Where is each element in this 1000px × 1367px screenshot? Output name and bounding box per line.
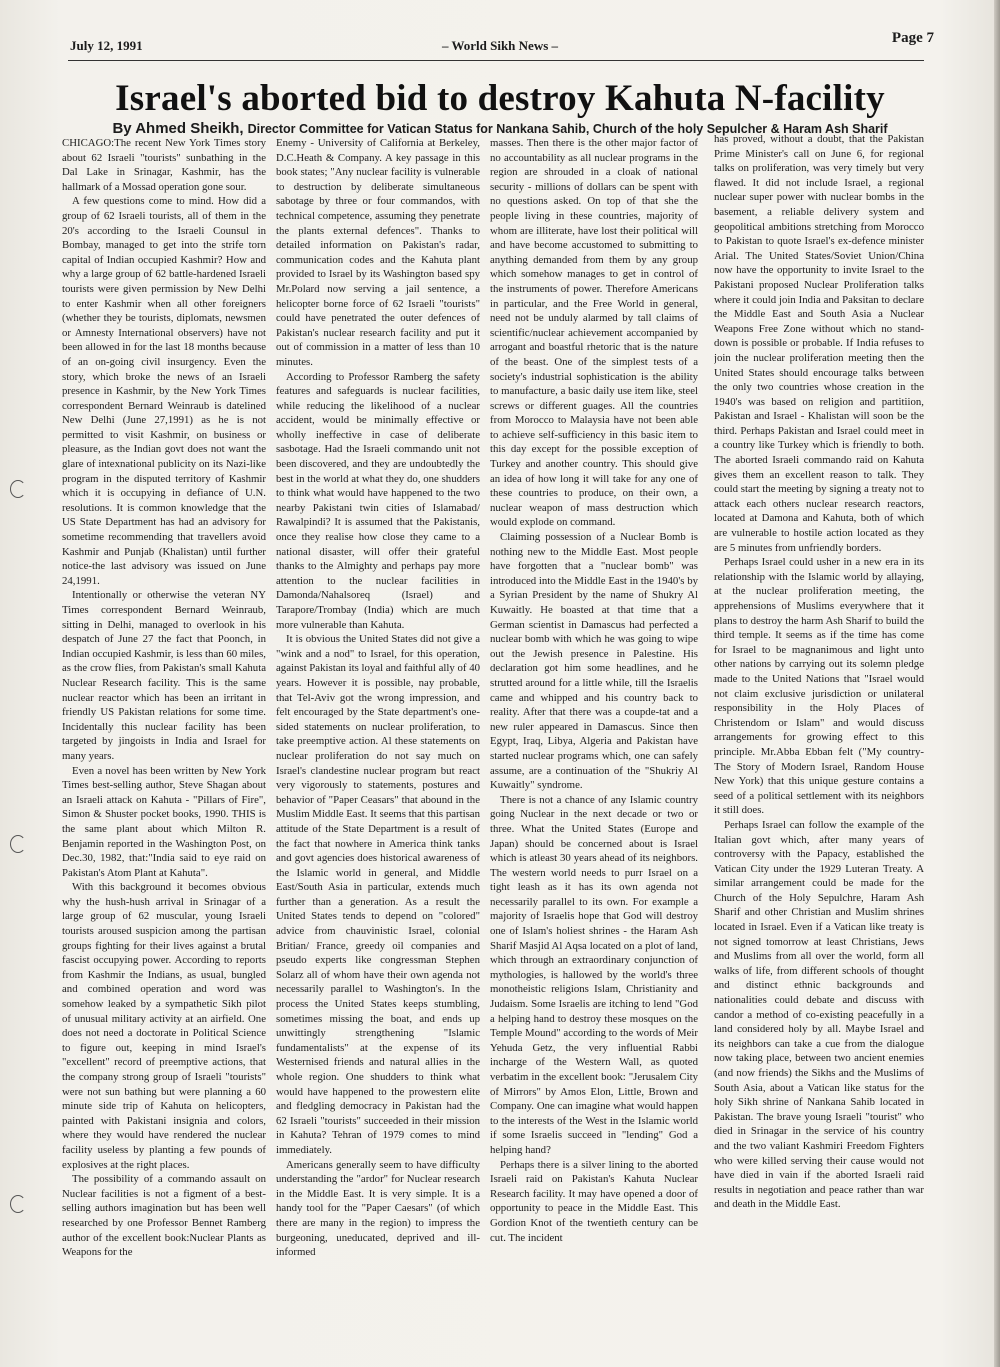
paragraph: A few questions come to mind. How did a group of 62 Israeli tourists, all of them in the 20's according to the Israeli Counsul in Bombay, managed to get into the strife torn capital of Indian occupied Kashmir? How and why a large group of 62 battle-hardened Israeli tourists were given permission by New Delhi to enter Kashmir when all other foreigners (whether they be tourists, diplomats, newsmen or Amnesty International observers) have not been allowed in for the last 18 months because of an on-going civil insurgency. Even the story, which broke the news of an Israeli presence in Kashmir, by the New York Times correspondent Bernard Weinraub is datelined New Delhi (June 27,1991) as he is not permitted to visit Kashmir, on business or pleasure, as the Indian govt does not want the glare of intexnational publicity on its Nazi-like program in the disputed territory of Kashmir which it is occupying in defiance of U.N. resolutions. It is common knowledge that the US State Department has had an advisory for sometime recommending that travellers avoid Kashmir and Punjab (Khalistan) until further notice-the last advisory was issued on June 24,1991. xyxy=(62,195,266,587)
byline-title: Director Committee for Vatican Status for Nankana Sahib, Church of the holy Sepulcher & Haram Ash Sharif xyxy=(247,122,888,136)
page-number: Page 7 xyxy=(891,30,934,46)
paragraph: masses. Then there is the other major factor of no accountability as all nuclear programs in the region are shrouded in a cloak of national security - millions of dollars can be spent with no questions asked. On top of that she the people living in these countries, majority of whom are illiterate, have lost their political will and have become accustomed to submitting to anything demanded from them by any group which somehow manages to get in control of the instruments of power. Therefore Americans in particular, and the Free World in general, need not be unduly alarmed by tall claims of scientific/nuclear achievement accompanied by arrogant and boastful rhetoric that is the nature of the beast. One of the simplest tests of a society's industrial sophistication is the ability to manufacture, a basic daily use item like, steel screws or different guages. All the countries from Morocco to Malaysia have not been able to achieve self-sufficiency in this basic item to this day except for the possible exception of Turkey and another country. This should give an idea of how long it will take for any one of these countries to produce, on their own, a nuclear weapon of mass destruction which would explode on command. xyxy=(490,137,698,529)
paragraph: According to Professor Ramberg the safety features and safeguards is nuclear facilities, while reducing the likelihood of a nuclear accident, would be minimally effective or wholly ineffective in case of deliberate sasbotage. Had the Israeli commando unit not been discovered, and they are undoubtedly the best in the world at what they do, one shudders to think what would have happened to the two nearby Pakistani twin cities of Islamabad/ Rawalpindi? It is assumed that the Pakistanis, once they realise how close they came to a national disaster, will offer their grateful thanks to the Almighty and perhaps pay more attention to the nuclear facilities in Damonda/Nahalsoreq (Israel) and Tarapore/Trombay (India) which are much more vulnerable than Kahuta. xyxy=(276,370,480,631)
byline-author: By Ahmed Sheikh, xyxy=(112,120,244,137)
masthead xyxy=(70,30,934,58)
punch-hole xyxy=(10,835,26,853)
punch-hole xyxy=(10,480,26,498)
article-column-2 xyxy=(276,136,480,1337)
paragraph: Perhaps Israel could usher in a new era in its relationship with the Islamic world by allaying, at the nuclear proliferation meeting, the apprehensions of Muslims everywhere that it plans to destroy the harm Ash Sharif to build the third temple. It seems as if the time has come for Israel to be magnanimous and light unto other nations by carrying out its solemn pledge made to the United Nations that "Israel would not claim exclusive jurisdiction or unilateral responsibility in the Holy Places of Christendom or Islam" and would discuss arrangements for growing effect to this principle. Mr.Abba Ebban felt ("My country-The Story of Modern Israel, Random House New York) that this unique gesture contains a seed of a political settlement with its neighbors it still does. xyxy=(714,556,924,817)
paragraph: Perhaps there is a silver lining to the aborted Israeli raid on Pakistan's Kahuta Nuclear Research facility. It may have opened a door of opportunity to peace in the Middle East. This Gordion Knot of the twentieth century can be cut. The incident xyxy=(490,1158,698,1244)
punch-hole xyxy=(10,1195,26,1213)
paragraph: CHICAGO:The recent New York Times story about 62 Israeli "tourists" sunbathing in the Dal Lake in Srinagar, Kashmir, has the hallmark of a Mossad operation gone sour. xyxy=(62,137,266,193)
paragraph: With this background it becomes obvious why the hush-hush arrival in Srinagar of a large group of 62 muscular, young Israeli tourists aroused suspicion among the partisan groups fighting for their lives against a brutal fascist occupying power. According to reports from Kashmir the Indians, as usual, bungled and combined operation and word was somehow leaked by a sympathetic Sikh pilot of unusual military activity at an airfield. One does not need a doctorate in Political Science to figure out, keeping in mind Israel's "excellent" record of preemptive actions, that the company strong group of Israeli "tourists" were not sun bathing but were planning a 60 minute side trip of Kahuta on helicopters, painted with Pakistani insignia and colors, where they would have rendered the nuclear facility useless by planting a few pounds of explosives at the right places. xyxy=(62,881,266,1171)
paragraph: There is not a chance of any Islamic country going Nuclear in the next decade or two or three. What the United States (Europe and Japan) should be concerned about is Israel which is atleast 30 years ahead of its neighbors. The western world needs to purr Israel on a tight leash as it has its own agenda not necessarily parallel to its own. For example a majority of Israelis hope that God will destroy one of Islam's holiest shrines - the Haram Ash Sharif Masjid Al Aqsa located on a plot of land, which through an extraordinary conjunction of mythologies, is hallowed by the world's three monotheistic religions Islam, Christianity and Judaism. Some Israelis are itching to lend "God a helping hand to destroy these mosques on the Temple Mound" according to the words of Meir Yehuda Getz, the very influential Rabbi incharge of the Western Wall, as quoted verbatim in the excellent book: "Jerusalem City of Mirrors" by Amos Elon, Little, Brown and Company. One can imagine what would happen to the interests of the West in the Islamic world if some Israelis succeed in "lending" God a helping hand? xyxy=(490,793,698,1156)
paragraph: has proved, without a doubt, that the Pakistan Prime Minister's call on June 6, for regional talks on proliferation, was very timely but very flawed. It did not include Israel, a regional nuclear super power with nuclear bombs in the basement, a reliable delivery system and geopolitical ambitions stretching from Morocco to Pakistan to quote Israel's ex-defence minister Arial. The United States/Soviet Union/China now have the opportunity to invite Israel to the Pakistani proposed Nuclear Proliferation talks where it could join India and Paksitan to declare the Middle East and South Asia a Nuclear Weapons Free Zone without which no stand-down is possible or probable. If India refuses to join the nuclear proliferation meeting then the United States should encourage talks between the only two countries whose creation in the 1940's was based on religion and partitiion, Pakistan and Israel - Khalistan will soon be the third. Perhaps Pakistan and Israel could meet in a country like Turkey which is friendly to both. The aborted Israeli commando raid on Kahuta gives them an excellent reason to talk. They could start the meeting by signing a treaty not to attack each others nuclear research reactors, located at Damona and Kahuta, both of which are vulnerable to hostile action located as they are 5 minutes from unfriendly borders. xyxy=(714,133,924,554)
paragraph: Even a novel has been written by New York Times best-selling author, Steve Shagan about an Israeli attack on Kahuta - "Pillars of Fire", Simon & Shuster pocket books, 1990. THIS is the same plant about which Milton R. Benjamin reported in the Washington Post, on Dec.30, 1982, that:"India said to eye raid on Pakistan's Atom Plant at Kahuta". xyxy=(62,764,266,879)
paragraph: Enemy - University of California at Berkeley, D.C.Heath & Company. A key passage in this book states; "Any nuclear facility is vulnerable to destruction by deliberate simultaneous sabotage by three or four commandos, with technical competence, assuming they penetrate the plants external defences". Thanks to detailed information on Pakistan's radar, communication codes and the Kahuta plant provided to Israel by its Washington based spy Mr.Polard now serving a jail sentence, a helicopter borne force of 62 Israeli "tourists" could have penetrated the outer defences of Pakistan's nuclear research facility and put it out of commission in a matter of less than 10 minutes. xyxy=(276,137,480,368)
masthead-rule xyxy=(68,60,924,61)
paragraph: Perhaps Israel can follow the example of the Italian govt which, after many years of controversy with the Papacy, established the Vatican City under the 1929 Luteran Treaty. A similar arrangement could be made for the Church of the Holy Sepulchre, Haram Ash Sharif and other Christian and Muslim shrines located in Israel. Even if a Vatican like treaty is not signed tomorrow at least Christians, Jews and Muslims from all over the world, form all walks of life, from different schools of thought and distinct ethnic backgrounds and nationalities could debate and discuss with candor a method of co-existing peacefully in a land considered holy by all. Maybe Israel and its neighbors can take a cue from the dialogue now taking place, between two ancient enemies (and now friends) the Sikhs and the Muslims of South Asia, about a Vatican like status for the holy Sikh shrine of Nankana Sahib located in Pakistan. The brave young Israeli "tourist" who died in Srinagar in the service of his country and the two valiant Kashmiri Freedom Fighters who were killed serving their cause would not have died in vain if the aborted Israeli raid results in negotiation and peace rather than war and death in the Middle East. xyxy=(714,818,924,1211)
article-column-4 xyxy=(714,132,924,1337)
page-edge xyxy=(994,0,1000,1367)
paragraph: Americans generally seem to have difficulty understanding the "ardor" for Nuclear research in the Middle East. It is very simple. It is a handy tool for the "Paper Caesars" (of which there are many in the region) to impress the burgeoning, uneducated, deprived and ill-informed xyxy=(276,1158,480,1259)
paragraph: The possibility of a commando assault on Nuclear facilities is not a figment of a best-selling authors imagination but has been well researched by one Professor Bennet Ramberg author of the excellent book:Nuclear Plants as Weapons for the xyxy=(62,1173,266,1259)
paragraph: It is obvious the United States did not give a "wink and a nod" to Israel, for this operation, against Pakistan its loyal and faithful ally of 40 years. However it is possible, nay probable, that Tel-Aviv got the wrong impression, and felt encouraged by the State department's one-sided statements on nuclear proliferation, to take preemptive action. Al these statements on nuclear proliferation do not say much on Israel's clandestine nuclear program but react very vigorously to statements, postures and behavior of "Paper Ceasars" that abound in the Muslim Middle East. It seems that this partisan attitude of the State Department is a result of the fact that nowhere in America think tanks and govt agencies does historical awareness of the Islamic world in general, and Middle East/South Asia in particular, extends much further than a generation. As a result the United States tends to depend on "colored" advice from chauvinistic Israel, colonial Britian/ France, greedy oil companies and pseudo experts like congressman Stephen Solarz all of whom have their own agenda not necessarily parallel to Washington's. In the process the United States keeps stumbling, sometimes missing the boat, and ends up unwittingly strengthening "Islamic fundamentalists" at the expense of its Westernised friends and natural allies in the whole region. One shudders to think what would have happened to the prowestern elite and fledgling democracy in Pakistan had the 62 Israeli "tourists" succeeded in their mission in Kahuta? Tehran of 1979 comes to mind immediately. xyxy=(276,633,480,1156)
issue-date: July 12, 1991 xyxy=(70,38,143,53)
paragraph: Claiming possession of a Nuclear Bomb is nothing new to the Middle East. Most people have forgotten that a "nuclear bomb" was introduced into the Middle East in the 1940's by a Syrian President by the name of Shukry Al Kuwaitly. He boasted at that time that a German scientist in Damascus had perfected a nuclear bomb with which he was going to wipe out the Jewish presence in Palestine. His declaration got him some headlines, and he strutted around for a little while, till the Israelis came and whipped and his country back to reality. After that there was a coupde-tat and a new ruler appeared in Damascus. Since then Egypt, Iraq, Libya, Algeria and Pakistan have started nuclear programs which, one can safely assume, are a continuation of the "Shukriy Al Kuwaitly" syndrome. xyxy=(490,531,698,792)
article-headline: Israel's aborted bid to destroy Kahuta N-facility xyxy=(115,78,885,119)
publication-name: – World Sikh News – xyxy=(441,38,559,53)
article-column-1 xyxy=(62,136,266,1337)
paragraph: Intentionally or otherwise the veteran NY Times correspondent Bernard Weinraub, sitting in Delhi, managed to overlook in his despatch of June 27 the fact that Poonch, in Indian occupied Kashmir, is less than 60 miles, as the crow flies, from Pakistan's small Kahuta Nuclear Research facility. This is the same nuclear reactor which has been an irritant in friendly US Pakistan relations for some time. Incidentally this nuclear facility has been targeted by jingoists in India and Israel for many years. xyxy=(62,589,266,762)
article-column-3 xyxy=(490,136,698,1337)
